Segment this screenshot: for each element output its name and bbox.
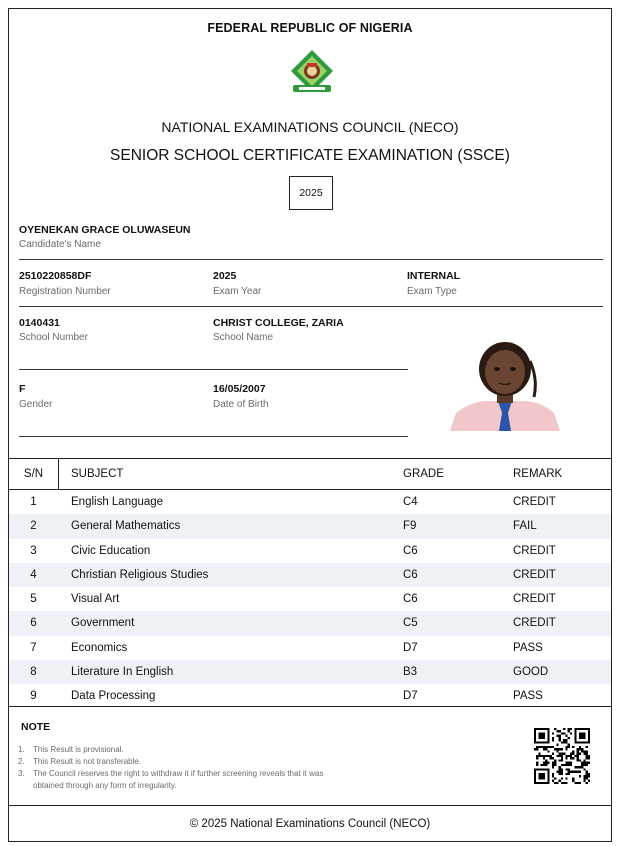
- row-subject: English Language: [71, 496, 164, 508]
- row-subject: Christian Religious Studies: [71, 568, 209, 581]
- table-row: [9, 660, 611, 684]
- row-sn: 5: [30, 593, 37, 606]
- school-number-label: School Number: [19, 332, 88, 343]
- row-sn: 2: [30, 520, 37, 533]
- school-number: 0140431: [19, 317, 60, 329]
- row-grade: C5: [403, 617, 418, 630]
- row-remark: FAIL: [513, 520, 537, 533]
- row-sn: 6: [30, 617, 37, 630]
- school-name: CHRIST COLLEGE, ZARIA: [213, 317, 344, 329]
- header-remark: REMARK: [513, 468, 563, 480]
- table-row: [9, 490, 611, 514]
- table-row: [9, 636, 611, 660]
- note-item: [18, 744, 338, 756]
- divider: [19, 369, 408, 370]
- divider: [19, 259, 603, 260]
- row-remark: CREDIT: [513, 568, 556, 581]
- header-subject: SUBJECT: [71, 468, 124, 480]
- row-sn: 4: [30, 568, 37, 581]
- note-text: The Council reserves the right to withdraw it if further screening reveals that it was obtained through any form of irregularity.: [33, 769, 324, 790]
- row-remark: GOOD: [513, 666, 549, 679]
- row-grade: C6: [403, 544, 418, 557]
- gender: F: [19, 383, 26, 395]
- registration-number-label: Registration Number: [19, 286, 111, 297]
- registration-number: 2510220858DF: [19, 270, 92, 282]
- council-name: NATIONAL EXAMINATIONS COUNCIL (NECO): [161, 119, 459, 135]
- school-name-label: School Name: [213, 332, 274, 343]
- row-sn: 1: [30, 496, 37, 508]
- row-grade: C4: [403, 496, 418, 508]
- row-subject: Economics: [71, 641, 128, 654]
- table-header: [9, 459, 611, 490]
- table-row: [9, 539, 611, 563]
- exam-type-label: Exam Type: [407, 286, 457, 297]
- row-sn: 8: [30, 666, 37, 679]
- row-subject: Civic Education: [71, 544, 151, 557]
- header-grade: GRADE: [403, 468, 444, 480]
- note-section: [9, 706, 611, 804]
- divider: [19, 306, 603, 307]
- note-number: 2.: [18, 757, 25, 766]
- row-grade: D7: [403, 641, 418, 654]
- exam-year-box: 2025: [289, 176, 333, 210]
- qr-code-icon: [534, 728, 590, 784]
- exam-title: SENIOR SCHOOL CERTIFICATE EXAMINATION (SSCE): [110, 147, 510, 164]
- row-remark: CREDIT: [513, 496, 556, 508]
- row-grade: F9: [403, 520, 417, 533]
- row-sn: 9: [30, 690, 37, 703]
- row-subject: Data Processing: [71, 690, 156, 703]
- table-row: [9, 587, 611, 611]
- note-item: [18, 768, 338, 792]
- country-heading: FEDERAL REPUBLIC OF NIGERIA: [207, 21, 413, 35]
- date-of-birth: 16/05/2007: [213, 383, 266, 395]
- exam-type: INTERNAL: [407, 270, 461, 282]
- row-grade: C6: [403, 593, 418, 606]
- row-remark: CREDIT: [513, 544, 556, 557]
- row-remark: CREDIT: [513, 593, 556, 606]
- note-number: 3.: [18, 769, 25, 778]
- candidate-photo: [450, 339, 560, 431]
- note-item: [18, 756, 338, 768]
- row-sn: 3: [30, 544, 37, 557]
- row-grade: B3: [403, 666, 418, 679]
- row-sn: 7: [30, 641, 37, 654]
- date-of-birth-label: Date of Birth: [213, 399, 269, 410]
- table-row: [9, 514, 611, 538]
- exam-year-label: Exam Year: [213, 286, 262, 297]
- column-divider: [58, 459, 59, 489]
- row-remark: CREDIT: [513, 617, 556, 630]
- row-grade: C6: [403, 568, 418, 581]
- results-table: [9, 458, 611, 709]
- note-number: 1.: [18, 745, 25, 754]
- row-subject: Literature In English: [71, 666, 174, 679]
- row-remark: PASS: [513, 641, 543, 654]
- row-subject: General Mathematics: [71, 520, 181, 533]
- table-row: [9, 611, 611, 635]
- note-text: This Result is provisional.: [33, 745, 124, 754]
- neco-logo-icon: [287, 49, 337, 97]
- candidate-name-label: Candidate's Name: [19, 239, 101, 250]
- header-sn: S/N: [23, 468, 44, 480]
- row-subject: Government: [71, 617, 135, 630]
- row-grade: D7: [403, 690, 418, 703]
- footer-copyright: © 2025 National Examinations Council (NECO): [9, 805, 611, 842]
- exam-year: 2025: [213, 270, 237, 282]
- divider: [19, 436, 408, 437]
- row-remark: PASS: [513, 690, 543, 703]
- gender-label: Gender: [19, 399, 53, 410]
- table-row: [9, 563, 611, 587]
- row-subject: Visual Art: [71, 593, 120, 606]
- note-text: This Result is not transferable.: [33, 757, 142, 766]
- result-sheet: [8, 8, 612, 842]
- note-title: NOTE: [21, 721, 51, 733]
- candidate-name: OYENEKAN GRACE OLUWASEUN: [19, 224, 191, 236]
- note-list: [18, 744, 338, 792]
